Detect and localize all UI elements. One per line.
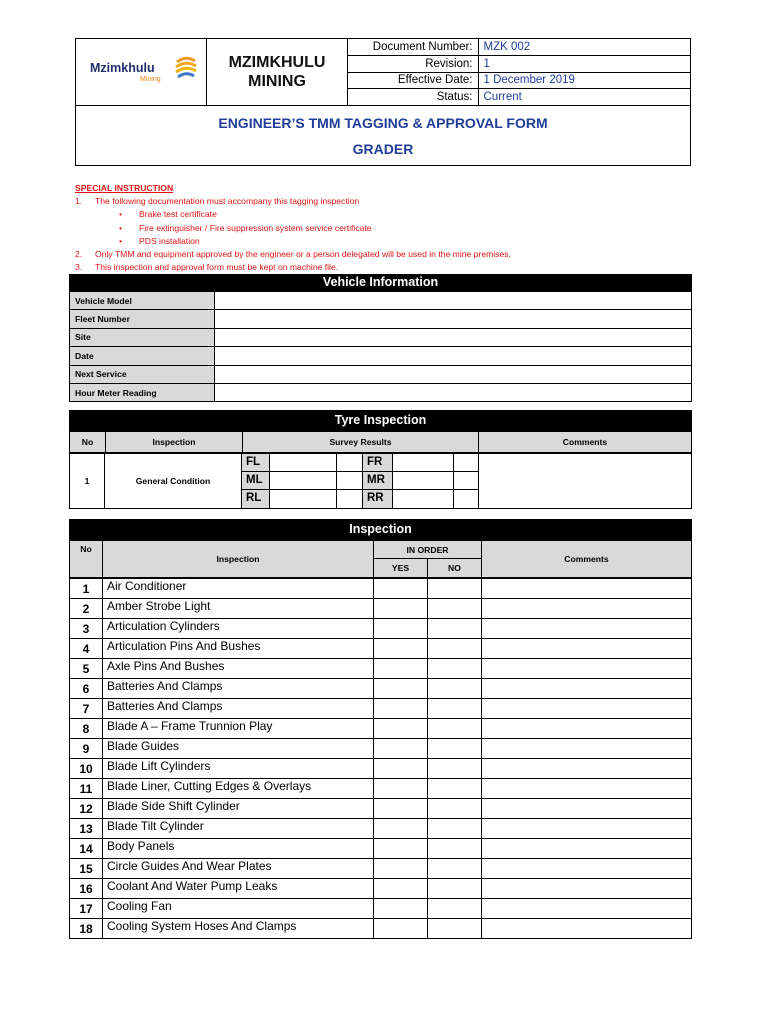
row-number: 7 (70, 699, 103, 719)
row-number: 14 (70, 839, 103, 859)
tyre-pos-rr: RR (362, 489, 393, 509)
comments-field[interactable] (482, 619, 692, 639)
comments-field[interactable] (482, 919, 692, 939)
comments-field[interactable] (482, 759, 692, 779)
yes-checkbox[interactable] (374, 699, 428, 719)
bullet-icon: • (119, 209, 123, 220)
comments-field[interactable] (482, 599, 692, 619)
field-label: Site (70, 328, 215, 346)
row-item: Blade Lift Cylinders (103, 759, 374, 779)
bullet-icon: • (119, 222, 123, 233)
comments-field[interactable] (482, 899, 692, 919)
vehicle-section-title: Vehicle Information (69, 274, 692, 291)
table-row (70, 859, 692, 879)
yes-checkbox[interactable] (374, 799, 428, 819)
field-label: Fleet Number (70, 310, 215, 328)
tyre-pos-fl: FL (241, 453, 270, 472)
instruction-bullet: Brake test certificate (139, 209, 217, 220)
company-line2: MINING (248, 73, 306, 90)
comments-field[interactable] (482, 699, 692, 719)
vehicle-info-table (69, 291, 692, 402)
row-item: Batteries And Clamps (103, 699, 374, 719)
company-name (207, 39, 348, 105)
tyre-rr-value[interactable] (392, 489, 454, 509)
inspection-table (69, 578, 692, 939)
comments-field[interactable] (482, 839, 692, 859)
comments-field[interactable] (482, 719, 692, 739)
logo-sub: Mining (140, 76, 161, 83)
table-row (70, 919, 692, 939)
meta-label: Status: (348, 89, 478, 106)
instruction-number: 1. (75, 196, 83, 207)
no-checkbox[interactable] (428, 599, 482, 619)
no-checkbox[interactable] (428, 719, 482, 739)
field-label: Hour Meter Reading (70, 383, 215, 401)
comments-field[interactable] (482, 679, 692, 699)
sphere-icon (174, 55, 198, 81)
row-item: Cooling Fan (103, 899, 374, 919)
comments-field[interactable] (482, 799, 692, 819)
yes-checkbox[interactable] (374, 659, 428, 679)
logo-text: Mzimkhulu (90, 61, 155, 75)
table-row (70, 739, 692, 759)
instruction-item: This inspection and approval form must be kept on machine file. (95, 262, 339, 273)
company-line1: MZIMKHULU (228, 54, 326, 71)
form-subtitle: GRADER (352, 141, 414, 157)
meta-label: Document Number: (348, 39, 478, 56)
meta-value: Current (478, 89, 691, 106)
instruction-item: Only TMM and equipment approved by the engineer or a person delegated will be used in the mine premises. (95, 249, 511, 260)
instruction-number: 3. (75, 262, 83, 273)
table-row (70, 879, 692, 899)
yes-checkbox[interactable] (374, 859, 428, 879)
tyre-rr-extra[interactable] (453, 489, 479, 509)
tyre-pos-ml: ML (241, 471, 270, 490)
inspection-section-title: Inspection (69, 519, 692, 540)
no-checkbox[interactable] (428, 819, 482, 839)
comments-field[interactable] (482, 779, 692, 799)
date-input[interactable] (215, 347, 692, 365)
tyre-fr-value[interactable] (392, 453, 454, 472)
inspection-table-header (69, 540, 692, 578)
row-item: Air Conditioner (103, 579, 374, 599)
col-inspection: Inspection (106, 432, 243, 453)
vehicle-model-input[interactable] (215, 292, 692, 310)
yes-checkbox[interactable] (374, 899, 428, 919)
row-item: Body Panels (103, 839, 374, 859)
field-label: Vehicle Model (70, 292, 215, 310)
yes-checkbox[interactable] (374, 919, 428, 939)
tyre-pos-fr: FR (362, 453, 393, 472)
row-number: 17 (70, 899, 103, 919)
col-no: No (70, 541, 103, 578)
row-item: Articulation Pins And Bushes (103, 639, 374, 659)
table-row (70, 839, 692, 859)
tyre-section-title: Tyre Inspection (69, 410, 692, 431)
document-header (75, 38, 691, 166)
no-checkbox[interactable] (428, 779, 482, 799)
meta-value: 1 (478, 56, 691, 73)
table-row (70, 679, 692, 699)
no-checkbox[interactable] (428, 839, 482, 859)
table-row (70, 639, 692, 659)
no-checkbox[interactable] (428, 619, 482, 639)
yes-checkbox[interactable] (374, 839, 428, 859)
col-comments: Comments (482, 541, 692, 578)
row-number: 11 (70, 779, 103, 799)
yes-checkbox[interactable] (374, 639, 428, 659)
form-title: ENGINEER’S TMM TAGGING & APPROVAL FORM (218, 115, 548, 131)
tyre-mr-value[interactable] (392, 471, 454, 490)
yes-checkbox[interactable] (374, 579, 428, 599)
yes-checkbox[interactable] (374, 819, 428, 839)
row-number: 10 (70, 759, 103, 779)
comments-field[interactable] (482, 639, 692, 659)
tyre-comments-field[interactable] (478, 453, 692, 509)
tyre-inspection-section (69, 410, 692, 509)
row-item: Batteries And Clamps (103, 679, 374, 699)
yes-checkbox[interactable] (374, 879, 428, 899)
fleet-number-input[interactable] (215, 310, 692, 328)
tyre-row-no: 1 (69, 453, 105, 509)
row-item: Coolant And Water Pump Leaks (103, 879, 374, 899)
yes-checkbox[interactable] (374, 679, 428, 699)
comments-field[interactable] (482, 859, 692, 879)
table-row (70, 899, 692, 919)
instruction-bullet: Fire extinguisher / Fire suppression system service certificate (139, 222, 372, 233)
col-no: No (70, 432, 106, 453)
table-row (70, 779, 692, 799)
instruction-item: The following documentation must accompany this tagging inspection (95, 196, 360, 207)
row-number: 2 (70, 599, 103, 619)
row-number: 5 (70, 659, 103, 679)
tyre-fl-value[interactable] (269, 453, 337, 472)
row-item: Blade Side Shift Cylinder (103, 799, 374, 819)
col-no-order: NO (428, 559, 482, 578)
inspection-section (69, 519, 692, 939)
tyre-table-body (69, 453, 692, 509)
row-item: Axle Pins And Bushes (103, 659, 374, 679)
table-row (70, 719, 692, 739)
row-number: 16 (70, 879, 103, 899)
no-checkbox[interactable] (428, 919, 482, 939)
vehicle-information-section (69, 274, 692, 402)
row-item: Blade Tilt Cylinder (103, 819, 374, 839)
tyre-row-label: General Condition (104, 453, 242, 509)
next-service-input[interactable] (215, 365, 692, 383)
row-item: Blade A – Frame Trunnion Play (103, 719, 374, 739)
row-item: Cooling System Hoses And Clamps (103, 919, 374, 939)
col-survey-results: Survey Results (243, 432, 479, 453)
no-checkbox[interactable] (428, 679, 482, 699)
comments-field[interactable] (482, 739, 692, 759)
site-input[interactable] (215, 328, 692, 346)
form-title-band (76, 105, 690, 166)
row-number: 4 (70, 639, 103, 659)
tyre-fr-extra[interactable] (453, 453, 479, 472)
yes-checkbox[interactable] (374, 779, 428, 799)
row-number: 12 (70, 799, 103, 819)
table-row (70, 819, 692, 839)
no-checkbox[interactable] (428, 899, 482, 919)
tyre-ml-extra[interactable] (336, 471, 363, 490)
comments-field[interactable] (482, 819, 692, 839)
tyre-table-header (69, 431, 692, 453)
no-checkbox[interactable] (428, 739, 482, 759)
logo-cell (76, 39, 207, 105)
meta-label: Revision: (348, 56, 478, 73)
field-label: Next Service (70, 365, 215, 383)
row-number: 18 (70, 919, 103, 939)
meta-label: Effective Date: (348, 72, 478, 89)
no-checkbox[interactable] (428, 659, 482, 679)
tyre-rl-extra[interactable] (336, 489, 363, 509)
col-yes: YES (374, 559, 428, 578)
tyre-pos-rl: RL (241, 489, 270, 509)
row-number: 15 (70, 859, 103, 879)
table-row (70, 599, 692, 619)
row-item: Amber Strobe Light (103, 599, 374, 619)
col-comments: Comments (479, 432, 692, 453)
row-number: 1 (70, 579, 103, 599)
comments-field[interactable] (482, 879, 692, 899)
hour-meter-input[interactable] (215, 383, 692, 401)
yes-checkbox[interactable] (374, 619, 428, 639)
no-checkbox[interactable] (428, 639, 482, 659)
instruction-number: 2. (75, 249, 83, 260)
row-number: 8 (70, 719, 103, 739)
instruction-bullet: PDS installation (139, 235, 200, 246)
table-row (70, 659, 692, 679)
yes-checkbox[interactable] (374, 759, 428, 779)
instructions-heading: SPECIAL INSTRUCTION (75, 183, 174, 193)
table-row (70, 699, 692, 719)
no-checkbox[interactable] (428, 859, 482, 879)
meta-value: 1 December 2019 (478, 72, 691, 89)
comments-field[interactable] (482, 579, 692, 599)
meta-value: MZK 002 (478, 39, 691, 56)
tyre-fl-extra[interactable] (336, 453, 363, 472)
row-number: 6 (70, 679, 103, 699)
col-inspection: Inspection (103, 541, 374, 578)
comments-field[interactable] (482, 659, 692, 679)
row-item: Circle Guides And Wear Plates (103, 859, 374, 879)
bullet-icon: • (119, 235, 123, 246)
special-instructions (75, 182, 695, 274)
row-item: Blade Liner, Cutting Edges & Overlays (103, 779, 374, 799)
yes-checkbox[interactable] (374, 739, 428, 759)
no-checkbox[interactable] (428, 699, 482, 719)
tyre-mr-extra[interactable] (453, 471, 479, 490)
table-row (70, 579, 692, 599)
no-checkbox[interactable] (428, 579, 482, 599)
table-row (70, 799, 692, 819)
row-number: 9 (70, 739, 103, 759)
tyre-pos-mr: MR (362, 471, 393, 490)
col-in-order: IN ORDER (374, 541, 482, 559)
document-meta-table (348, 39, 691, 106)
row-item: Blade Guides (103, 739, 374, 759)
no-checkbox[interactable] (428, 879, 482, 899)
yes-checkbox[interactable] (374, 599, 428, 619)
field-label: Date (70, 347, 215, 365)
yes-checkbox[interactable] (374, 719, 428, 739)
tyre-rl-value[interactable] (269, 489, 337, 509)
tyre-ml-value[interactable] (269, 471, 337, 490)
row-number: 13 (70, 819, 103, 839)
row-item: Articulation Cylinders (103, 619, 374, 639)
no-checkbox[interactable] (428, 799, 482, 819)
row-number: 3 (70, 619, 103, 639)
no-checkbox[interactable] (428, 759, 482, 779)
table-row (70, 619, 692, 639)
table-row (70, 759, 692, 779)
company-logo (90, 59, 161, 83)
